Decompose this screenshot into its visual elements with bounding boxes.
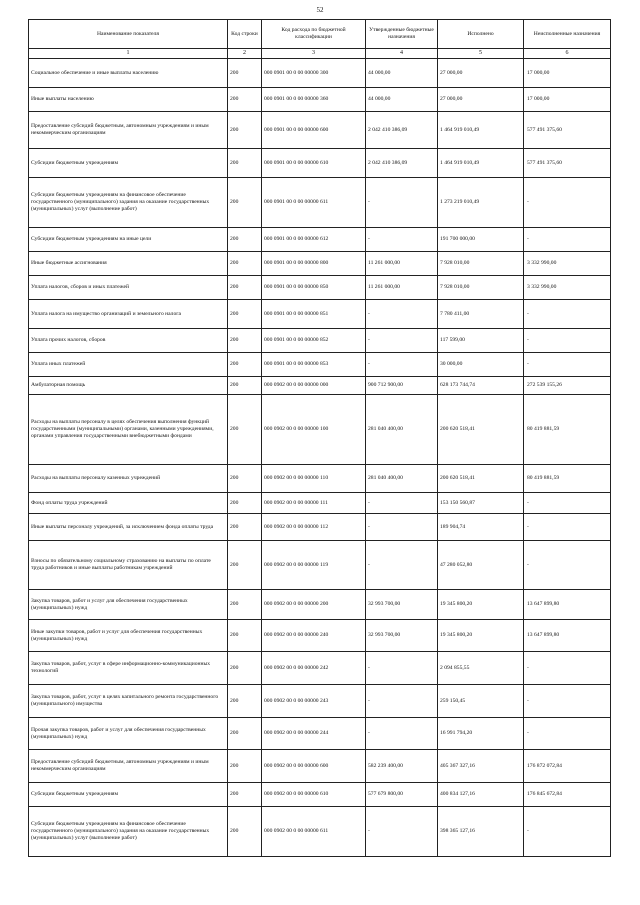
row-executed: 405 367 327,16 xyxy=(438,750,524,783)
row-line-code: 200 xyxy=(228,395,262,465)
row-executed: 189 904,74 xyxy=(438,514,524,541)
table-row xyxy=(29,149,611,178)
row-line-code: 200 xyxy=(228,620,262,652)
table-row xyxy=(29,541,611,590)
row-unexecuted: - xyxy=(524,514,611,541)
row-approved: - xyxy=(366,353,438,377)
row-unexecuted: - xyxy=(524,652,611,685)
row-unexecuted: - xyxy=(524,718,611,750)
table-row xyxy=(29,652,611,685)
row-unexecuted: 17 000,00 xyxy=(524,88,611,112)
row-name: Социальное обеспечение и иные выплаты населению xyxy=(29,59,228,88)
row-class-code: 000 0902 00 0 00 00000 242 xyxy=(262,652,366,685)
row-executed: 19 345 800,20 xyxy=(438,620,524,652)
row-class-code: 000 0902 00 0 00 00000 600 xyxy=(262,750,366,783)
row-unexecuted: 80 419 881,59 xyxy=(524,465,611,493)
page-number: 52 xyxy=(316,6,324,14)
row-name: Прочая закупка товаров, работ и услуг для обеспечения государственных (муниципальных) нужд xyxy=(29,718,228,750)
row-executed: 191 700 000,00 xyxy=(438,228,524,252)
row-class-code: 000 0901 00 0 00 00000 851 xyxy=(262,300,366,329)
row-line-code: 200 xyxy=(228,465,262,493)
row-unexecuted: - xyxy=(524,493,611,514)
column-number: 5 xyxy=(438,49,524,59)
row-class-code: 000 0902 00 0 00 00000 100 xyxy=(262,395,366,465)
row-line-code: 200 xyxy=(228,329,262,353)
row-unexecuted: - xyxy=(524,685,611,718)
row-class-code: 000 0902 00 0 00 00000 610 xyxy=(262,783,366,807)
row-class-code: 000 0902 00 0 00 00000 200 xyxy=(262,590,366,620)
row-executed: 1 273 219 010,49 xyxy=(438,178,524,228)
row-name: Уплата иных платежей xyxy=(29,353,228,377)
row-class-code: 000 0901 00 0 00 00000 800 xyxy=(262,252,366,276)
row-approved: 32 993 700,00 xyxy=(366,590,438,620)
table-row xyxy=(29,685,611,718)
table-row xyxy=(29,178,611,228)
row-executed: 7 928 010,00 xyxy=(438,276,524,300)
row-unexecuted: 13 647 899,80 xyxy=(524,620,611,652)
table-row xyxy=(29,377,611,395)
row-executed: 27 000,00 xyxy=(438,88,524,112)
row-executed: 628 173 744,74 xyxy=(438,377,524,395)
row-line-code: 200 xyxy=(228,718,262,750)
row-class-code: 000 0902 00 0 00 00000 111 xyxy=(262,493,366,514)
row-executed: 7 928 010,00 xyxy=(438,252,524,276)
row-class-code: 000 0902 00 0 00 00000 240 xyxy=(262,620,366,652)
row-approved: 44 000,00 xyxy=(366,88,438,112)
column-number: 6 xyxy=(524,49,611,59)
row-approved: - xyxy=(366,514,438,541)
row-approved: 281 040 400,00 xyxy=(366,395,438,465)
row-name: Субсидии бюджетным учреждениям на финансовое обеспечение государственного (муниципального) задания на оказание государственных (муниципальных) услуг (выполнение работ) xyxy=(29,807,228,857)
row-line-code: 200 xyxy=(228,590,262,620)
row-name: Расходы на выплаты персоналу казенных учреждений xyxy=(29,465,228,493)
row-name: Предоставление субсидий бюджетным, автономным учреждениям и иным некоммерческим организациям xyxy=(29,750,228,783)
row-line-code: 200 xyxy=(228,149,262,178)
table-row xyxy=(29,395,611,465)
header-name: Наименование показателя xyxy=(29,20,228,49)
row-line-code: 200 xyxy=(228,514,262,541)
row-class-code: 000 0901 00 0 00 00000 600 xyxy=(262,112,366,149)
row-class-code: 000 0901 00 0 00 00000 853 xyxy=(262,353,366,377)
row-unexecuted: - xyxy=(524,228,611,252)
row-class-code: 000 0901 00 0 00 00000 360 xyxy=(262,88,366,112)
row-line-code: 200 xyxy=(228,59,262,88)
row-executed: 47 280 052,80 xyxy=(438,541,524,590)
table-row xyxy=(29,718,611,750)
row-line-code: 200 xyxy=(228,300,262,329)
row-name: Взносы по обязательному социальному страхованию на выплаты по оплате труда работников и иные выплаты работникам учреждений xyxy=(29,541,228,590)
row-line-code: 200 xyxy=(228,807,262,857)
row-executed: 27 000,00 xyxy=(438,59,524,88)
row-class-code: 000 0901 00 0 00 00000 612 xyxy=(262,228,366,252)
row-class-code: 000 0902 00 0 00 00000 112 xyxy=(262,514,366,541)
row-executed: 19 345 800,20 xyxy=(438,590,524,620)
table-row xyxy=(29,329,611,353)
header-unexecuted: Неисполненные назначения xyxy=(524,20,611,49)
row-line-code: 200 xyxy=(228,541,262,590)
row-class-code: 000 0902 00 0 00 00000 119 xyxy=(262,541,366,590)
row-approved: 11 261 000,00 xyxy=(366,252,438,276)
row-line-code: 200 xyxy=(228,685,262,718)
row-approved: - xyxy=(366,685,438,718)
row-executed: 259 150,45 xyxy=(438,685,524,718)
row-line-code: 200 xyxy=(228,377,262,395)
table-row xyxy=(29,300,611,329)
row-unexecuted: 3 332 990,00 xyxy=(524,276,611,300)
row-unexecuted: 13 647 899,80 xyxy=(524,590,611,620)
row-unexecuted: 176 872 072,84 xyxy=(524,750,611,783)
row-class-code: 000 0902 00 0 00 00000 110 xyxy=(262,465,366,493)
row-approved: 2 042 410 386,09 xyxy=(366,149,438,178)
row-approved: 900 712 900,00 xyxy=(366,377,438,395)
table-row xyxy=(29,276,611,300)
row-class-code: 000 0902 00 0 00 00000 611 xyxy=(262,807,366,857)
header-row xyxy=(29,20,611,49)
column-number: 4 xyxy=(366,49,438,59)
row-executed: 400 834 127,16 xyxy=(438,783,524,807)
table-row xyxy=(29,59,611,88)
row-name: Иные закупки товаров, работ и услуг для обеспечения государственных (муниципальных) нужд xyxy=(29,620,228,652)
row-approved: 582 239 400,00 xyxy=(366,750,438,783)
row-line-code: 200 xyxy=(228,493,262,514)
row-approved: 577 679 800,00 xyxy=(366,783,438,807)
row-unexecuted: 3 332 990,00 xyxy=(524,252,611,276)
row-unexecuted: - xyxy=(524,300,611,329)
row-name: Закупка товаров, работ и услуг для обеспечения государственных (муниципальных) нужд xyxy=(29,590,228,620)
row-name: Предоставление субсидий бюджетным, автономным учреждениям и иным некоммерческим организациям xyxy=(29,112,228,149)
table-row xyxy=(29,493,611,514)
row-name: Закупка товаров, работ, услуг в сфере информационно-коммуникационных технологий xyxy=(29,652,228,685)
table-row xyxy=(29,783,611,807)
table-row xyxy=(29,88,611,112)
row-executed: 7 780 411,00 xyxy=(438,300,524,329)
header-executed: Исполнено xyxy=(438,20,524,49)
budget-report-table xyxy=(28,19,611,857)
row-approved: - xyxy=(366,178,438,228)
row-unexecuted: - xyxy=(524,329,611,353)
row-executed: 200 620 518,41 xyxy=(438,395,524,465)
row-line-code: 200 xyxy=(228,353,262,377)
row-name: Иные выплаты населению xyxy=(29,88,228,112)
row-unexecuted: 577 491 375,60 xyxy=(524,149,611,178)
row-approved: - xyxy=(366,228,438,252)
column-number: 3 xyxy=(262,49,366,59)
row-approved: - xyxy=(366,807,438,857)
table-row xyxy=(29,228,611,252)
column-number: 1 xyxy=(29,49,228,59)
row-unexecuted: 176 845 672,84 xyxy=(524,783,611,807)
row-line-code: 200 xyxy=(228,652,262,685)
row-class-code: 000 0901 00 0 00 00000 300 xyxy=(262,59,366,88)
header-class-code: Код расхода по бюджетной классификации xyxy=(262,20,366,49)
row-approved: 281 040 400,00 xyxy=(366,465,438,493)
table-row xyxy=(29,620,611,652)
row-name: Субсидии бюджетным учреждениям xyxy=(29,783,228,807)
row-class-code: 000 0901 00 0 00 00000 850 xyxy=(262,276,366,300)
row-name: Субсидии бюджетным учреждениям на финансовое обеспечение государственного (муниципального) задания на оказание государственных (муниципальных) услуг (выполнение работ) xyxy=(29,178,228,228)
row-name: Амбулаторная помощь xyxy=(29,377,228,395)
row-unexecuted: - xyxy=(524,353,611,377)
row-approved: - xyxy=(366,493,438,514)
row-executed: 1 464 919 010,49 xyxy=(438,149,524,178)
row-unexecuted: 17 000,00 xyxy=(524,59,611,88)
table-row xyxy=(29,112,611,149)
row-executed: 1 464 919 010,49 xyxy=(438,112,524,149)
row-line-code: 200 xyxy=(228,228,262,252)
table-row xyxy=(29,353,611,377)
row-line-code: 200 xyxy=(228,88,262,112)
row-approved: - xyxy=(366,541,438,590)
row-class-code: 000 0902 00 0 00 00000 000 xyxy=(262,377,366,395)
row-line-code: 200 xyxy=(228,178,262,228)
row-unexecuted: 577 491 375,60 xyxy=(524,112,611,149)
row-line-code: 200 xyxy=(228,783,262,807)
row-executed: 16 991 794,20 xyxy=(438,718,524,750)
row-approved: - xyxy=(366,300,438,329)
row-unexecuted: 80 419 881,59 xyxy=(524,395,611,465)
row-line-code: 200 xyxy=(228,252,262,276)
row-name: Субсидии бюджетным учреждениям xyxy=(29,149,228,178)
row-executed: 117 599,00 xyxy=(438,329,524,353)
row-name: Уплата налога на имущество организаций и земельного налога xyxy=(29,300,228,329)
row-unexecuted: - xyxy=(524,807,611,857)
row-class-code: 000 0902 00 0 00 00000 243 xyxy=(262,685,366,718)
row-unexecuted: - xyxy=(524,178,611,228)
row-name: Фонд оплаты труда учреждений xyxy=(29,493,228,514)
header-approved: Утвержденные бюджетные назначения xyxy=(366,20,438,49)
row-class-code: 000 0901 00 0 00 00000 610 xyxy=(262,149,366,178)
table-row xyxy=(29,465,611,493)
row-executed: 153 150 560,87 xyxy=(438,493,524,514)
row-approved: 11 261 000,00 xyxy=(366,276,438,300)
row-name: Расходы на выплаты персоналу в целях обеспечения выполнения функций государственными (муниципальными) органами, казенными учреждениями, органами управления государственными внебюджетными фондами xyxy=(29,395,228,465)
row-name: Субсидии бюджетным учреждениям на иные цели xyxy=(29,228,228,252)
row-line-code: 200 xyxy=(228,750,262,783)
row-name: Иные выплаты персоналу учреждений, за исключением фонда оплаты труда xyxy=(29,514,228,541)
row-unexecuted: - xyxy=(524,541,611,590)
row-approved: - xyxy=(366,652,438,685)
table-row xyxy=(29,252,611,276)
header-line-code: Код строки xyxy=(228,20,262,49)
row-approved: 2 042 410 386,09 xyxy=(366,112,438,149)
row-line-code: 200 xyxy=(228,112,262,149)
row-class-code: 000 0901 00 0 00 00000 852 xyxy=(262,329,366,353)
row-name: Уплата налогов, сборов и иных платежей xyxy=(29,276,228,300)
column-number-row xyxy=(29,49,611,59)
table-row xyxy=(29,514,611,541)
row-name: Закупка товаров, работ, услуг в целях капитального ремонта государственного (муниципального) имущества xyxy=(29,685,228,718)
row-approved: - xyxy=(366,718,438,750)
table-row xyxy=(29,750,611,783)
table-body xyxy=(29,59,611,857)
row-approved: 44 000,00 xyxy=(366,59,438,88)
row-executed: 2 094 855,55 xyxy=(438,652,524,685)
row-name: Иные бюджетные ассигнования xyxy=(29,252,228,276)
row-executed: 200 620 518,41 xyxy=(438,465,524,493)
row-executed: 30 000,00 xyxy=(438,353,524,377)
row-class-code: 000 0902 00 0 00 00000 244 xyxy=(262,718,366,750)
row-executed: 398 365 127,16 xyxy=(438,807,524,857)
column-number: 2 xyxy=(228,49,262,59)
row-unexecuted: 272 539 155,26 xyxy=(524,377,611,395)
row-line-code: 200 xyxy=(228,276,262,300)
row-approved: - xyxy=(366,329,438,353)
row-approved: 32 993 700,00 xyxy=(366,620,438,652)
table-row xyxy=(29,807,611,857)
row-class-code: 000 0901 00 0 00 00000 611 xyxy=(262,178,366,228)
table-row xyxy=(29,590,611,620)
row-name: Уплата прочих налогов, сборов xyxy=(29,329,228,353)
